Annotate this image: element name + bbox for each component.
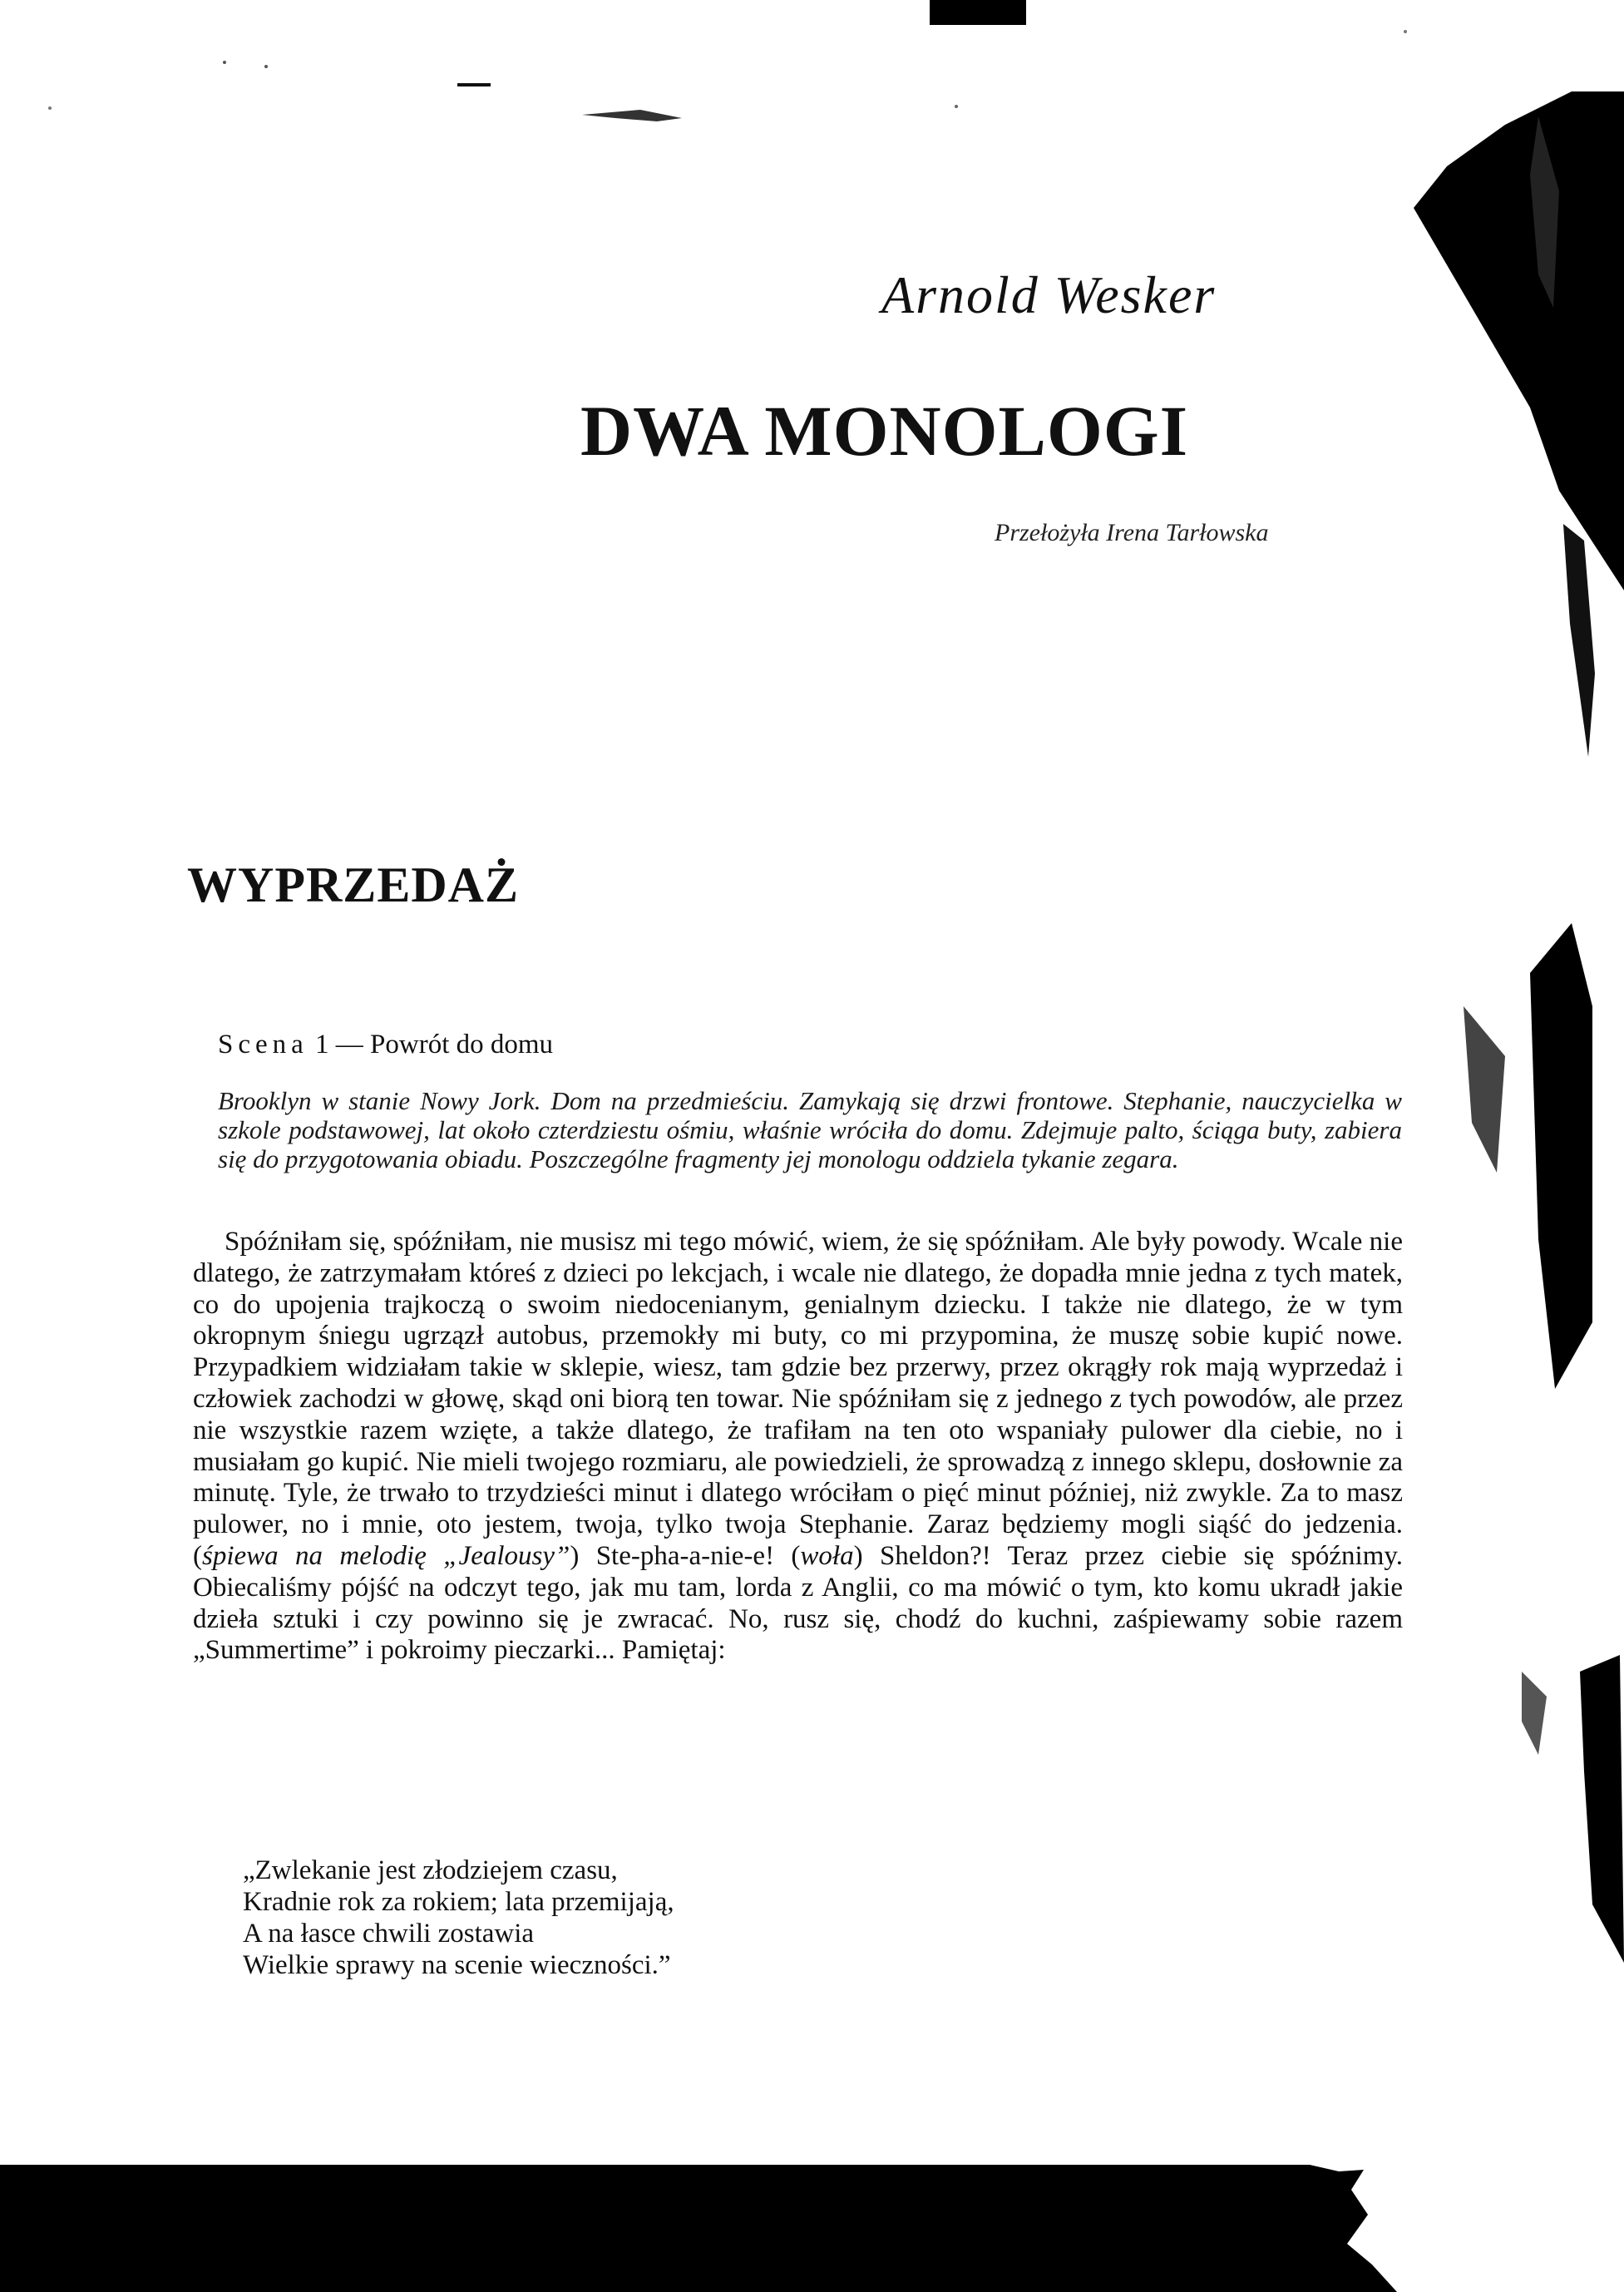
scan-speckle-top bbox=[0, 0, 1624, 166]
translator-credit: Przełożyła Irena Tarłowska bbox=[995, 519, 1269, 546]
scene-word: Scena bbox=[218, 1030, 309, 1060]
poem-line: Kradnie rok za rokiem; lata przemijają, bbox=[243, 1887, 674, 1917]
scan-shadow-right-edge bbox=[1414, 91, 1624, 1963]
author-name: Arnold Wesker bbox=[881, 265, 1217, 324]
scene-label bbox=[218, 1030, 553, 1060]
monologue-direction-1: śpiewa na melodię „Jealousy” bbox=[202, 1540, 570, 1571]
monologue-direction-2: woła bbox=[800, 1540, 854, 1571]
poem-line: „Zwlekanie jest złodziejem czasu, bbox=[243, 1855, 618, 1885]
scan-blot-top bbox=[930, 0, 1026, 25]
section-title: WYPRZEDAŻ bbox=[187, 857, 520, 912]
scan-shadow-bottom bbox=[0, 2165, 1624, 2292]
monologue-text-2: ) Ste-pha-a-nie-e! ( bbox=[570, 1540, 801, 1571]
poem-quote bbox=[243, 1855, 674, 1981]
monologue-text-3: ) Sheldon?! Teraz przez ciebie się spóźnimy. Obiecaliśmy pójść na odczyt tego, jak mu tam, lorda z Anglii, co ma mówić o tym, kto komu ukradł jakie dzieła sztuki i czy powinno się je zwracać. No, rusz się, chodź do kuchni, zaśpiewamy sobie razem „Summertime” i pokroimy pieczarki... Pamiętaj: bbox=[193, 1540, 1404, 1666]
document-title: DWA MONOLOGI bbox=[580, 391, 1189, 471]
monologue-paragraph bbox=[193, 1227, 1403, 1667]
scene-subtitle: 1 — Powrót do domu bbox=[315, 1030, 554, 1060]
poem-line: Wielkie sprawy na scenie wieczności.” bbox=[243, 1950, 671, 1980]
stage-directions: Brooklyn w stanie Nowy Jork. Dom na przedmieściu. Zamykają się drzwi frontowe. Stephanie, nauczycielka w szkole podstawowej, lat około czterdziestu ośmiu, właśnie wróciła do domu. Zdejmuje palto, ściąga buty, zabiera się do przygotowania obiadu. Poszczególne fragmenty jej monologu oddziela tykanie zegara. bbox=[218, 1086, 1402, 1173]
monologue-text-1: Spóźniłam się, spóźniłam, nie musisz mi tego mówić, wiem, że się spóźniłam. Ale były powody. Wcale nie dlatego, że zatrzymałam któreś z dzieci po lekcjach, i wcale nie dlatego, że dopadła mnie jedna z tych matek, co do upojenia trajkoczą o swoim niedocenianym, genialnym dziecku. I także nie dlatego, że w tym okropnym śniegu ugrzązł autobus, przemokły mi buty, co mi przypomina, że muszę sobie kupić nowe. Przypadkiem widziałam takie w sklepie, wiesz, tam gdzie bez przerwy, przez okrągły rok mają wyprzedaż i człowiek zachodzi w głowę, skąd oni biorą ten towar. Nie spóźniłam się z jednego z tych powodów, ale przez nie wszystkie razem wzięte, a także dlatego, że trafiłam na ten oto wspaniały pulower dla ciebie, no i musiałam go kupić. Nie mieli twojego rozmiaru, ale powiedzieli, że sprowadzą z innego sklepu, dosłownie za minutę. Tyle, że trwało to trzydzieści minut i dlatego wróciłam o pięć minut później, niż zwykle. Za to masz pulower, no i mnie, oto jestem, twoja, tylko twoja Stephanie. Zaraz będziemy mogli siąść do jedzenia. ( bbox=[193, 1227, 1403, 1571]
poem-line: A na łasce chwili zostawia bbox=[243, 1919, 535, 1949]
